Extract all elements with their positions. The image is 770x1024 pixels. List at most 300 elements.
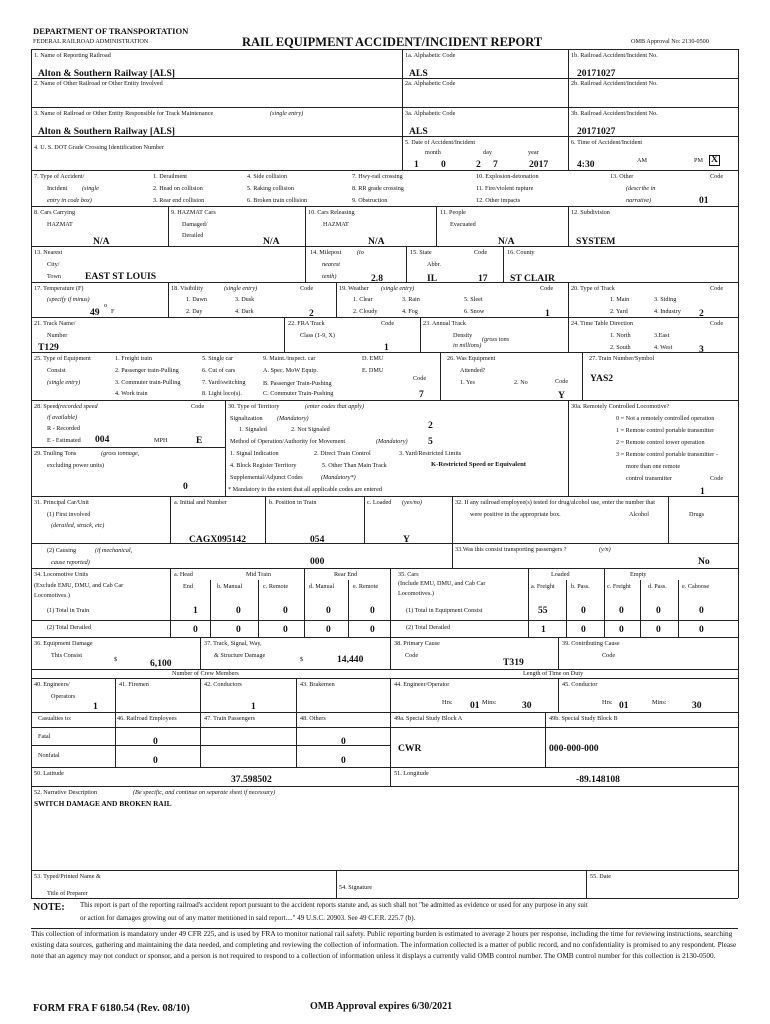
field-13-town: Town (47, 273, 62, 280)
a-freight-label: a. Freight (531, 583, 555, 590)
dir-south: 2. South (610, 344, 631, 351)
loco-total-mid-manual[interactable]: 0 (236, 605, 241, 616)
month-digit-2[interactable]: 0 (441, 159, 446, 170)
method-dtc: 2. Direct Train Control (314, 450, 371, 457)
field-17-value[interactable]: 49 (90, 307, 100, 318)
field-25-consist: Consist (47, 367, 66, 374)
field-45-mins[interactable]: 30 (692, 700, 702, 711)
burden-statement: This collection of information is mandatory under 49 CFR 225, and is used by FRA to monitor national rail safety. Public reporting burden is estimated to average 2 hours per response, including the time for reviewing instructions, searching existing data sources, gathering and maintaining the data needed, and completing and reviewing the collection of information. The information collected is a matter of public record, and no confidentiality is promised to any respondent. Please note that an agency may not conduct or sponsor, and a person is not required to respond to a collection of information unless it displays a currently valid OMB control number. The OMB control number for this collection is 2130-0500. (31, 929, 737, 960)
field-18-code-label: Code (300, 285, 314, 292)
empty-label: Empty (630, 571, 647, 578)
field-3-value[interactable]: Alton & Southern Railway [ALS] (38, 126, 175, 137)
cars-total-loaded-pass[interactable]: 0 (581, 605, 586, 616)
cars-derailed-label: (2) Total Derailed (406, 624, 451, 631)
day-label: day (483, 149, 492, 156)
field-33-value[interactable]: No (698, 556, 710, 567)
field-20-code-label: Code (710, 285, 724, 292)
method-label: Method of Operation/Authority for Movement (230, 438, 346, 445)
note-line-2: or action for damages growing out of any matter mentioned in said report...." 49 U.S.C. 20903. See 49 C.F.R. 225.7 (b). (80, 914, 416, 922)
attended-yes: 1. Yes (460, 379, 475, 386)
field-49b-label: 49b. Special Study Block B (549, 715, 618, 722)
field-44-hrs-label: Hrs: (442, 699, 453, 706)
cars-der-loaded-freight[interactable]: 1 (541, 624, 546, 635)
field-14-nearest: nearest (322, 261, 340, 268)
method-other: 5. Other Than Main Track (322, 462, 387, 469)
track-siding: 3. Siding (654, 296, 677, 303)
signalization-value[interactable]: 2 (428, 420, 433, 431)
degree-mark: o (104, 302, 108, 309)
field-19-value[interactable]: 1 (545, 308, 550, 319)
wx-sleet: 5. Sleet (464, 296, 483, 303)
field-51-value[interactable]: -89.148108 (576, 774, 620, 785)
field-38-label: 38. Primary Cause (394, 640, 440, 647)
loco-total-label: (1) Total in Train (47, 607, 90, 614)
field-33-label: 33.Was this consist transporting passengers ? (455, 546, 567, 553)
supplemental-label: Supplemental/Adjunct Codes (230, 474, 303, 481)
speed-recorded: R - Recorded (47, 425, 80, 432)
equip-work: 4. Work train (115, 390, 148, 397)
field-43-label: 43. Brakemen (300, 681, 335, 688)
method-restricted: K-Restricted Speed or Equivalent (431, 461, 526, 468)
loaded-label: Loaded (551, 571, 570, 578)
loco-der-rear-manual[interactable]: 0 (326, 624, 331, 635)
field-31c-yesno: (yes/no) (402, 499, 422, 506)
field-28-value[interactable]: 004 (95, 434, 110, 445)
option-rr-grade: 8. RR grade crossing (352, 185, 404, 192)
nonfatal-employees[interactable]: 0 (153, 755, 158, 766)
field-31c-value[interactable]: Y (403, 534, 410, 545)
field-11-value[interactable]: N/A (498, 236, 515, 247)
fatal-employees[interactable]: 0 (153, 736, 158, 747)
field-9-damaged: Damaged/ (182, 221, 208, 228)
equip-maint: 9. Maint./inspect. car (263, 355, 316, 362)
field-22-label: 22. FRA Track (288, 320, 325, 327)
rc-option-2: 2 = Remote control tower operation (616, 439, 705, 446)
field-5-label: 5. Date of Accident/Incident (405, 139, 476, 146)
rc-option-0: 0 = Not a remotely controlled operation (616, 415, 715, 422)
loco-der-head[interactable]: 0 (193, 624, 198, 635)
field-45-hrs[interactable]: 01 (619, 700, 629, 711)
year-value[interactable]: 2017 (529, 159, 549, 170)
field-7-single: (single (82, 185, 99, 192)
field-6-label: 6. Time of Accident/Incident (571, 139, 643, 146)
method-value[interactable]: 5 (428, 436, 433, 447)
casualties-label: Casualties to: (38, 715, 72, 722)
sig-not-signaled: 2. Not Signaled (291, 426, 330, 433)
field-31a-label: a. Initial and Number (174, 499, 227, 506)
form-title: RAIL EQUIPMENT ACCIDENT/INCIDENT REPORT (242, 35, 543, 49)
equip-commuter: 3. Commuter train-Pulling (115, 379, 181, 386)
fatal-passengers[interactable]: 0 (341, 736, 346, 747)
signalization-label: Signalization (230, 415, 263, 422)
track-main: 1. Main (610, 296, 630, 303)
loco-total-rear-remote[interactable]: 0 (370, 605, 375, 616)
field-28-code-value[interactable]: E (196, 435, 203, 446)
field-26-attended: Attended? (460, 367, 486, 374)
crew-members-heading: Number of Crew Members (172, 670, 239, 677)
field-31a-value[interactable]: CAGX095142 (189, 534, 247, 545)
field-49b-value[interactable]: 000-000-000 (549, 743, 599, 754)
field-25-value[interactable]: 7 (419, 389, 424, 400)
field-24-value[interactable]: 3 (699, 344, 704, 355)
field-31-cause-reported: cause reported) (51, 559, 90, 566)
field-31c-label: c. Loaded (367, 499, 392, 506)
field-27-value[interactable]: YAS2 (590, 373, 614, 384)
field-15-code-value[interactable]: 17 (478, 273, 488, 284)
time-on-duty-heading: Length of Time on Duty (523, 670, 584, 677)
field-20-value[interactable]: 2 (699, 308, 704, 319)
wx-rain: 3. Rain (402, 296, 420, 303)
loco-derailed-label: (2) Total Derailed (47, 624, 92, 631)
field-36-dollar: $ (114, 656, 118, 663)
field-40-value[interactable]: 1 (93, 701, 98, 712)
dir-north: 1. North (610, 332, 631, 339)
loco-der-mid-remote[interactable]: 0 (283, 624, 288, 635)
field-44-hrs[interactable]: 01 (470, 700, 480, 711)
pm-check-mark: X (711, 154, 718, 165)
loco-total-rear-manual[interactable]: 0 (326, 605, 331, 616)
field-1a-value[interactable]: ALS (409, 68, 428, 79)
nonfatal-passengers[interactable]: 0 (341, 755, 346, 766)
mandatory-note: * Mandatory to the extent that all applicable codes are entered (228, 486, 382, 493)
field-14-label: 14. Milepost (310, 249, 342, 256)
field-1-label: 1. Name of Reporting Railroad (34, 52, 111, 59)
field-31-label: 31. Principal Car/Unit (34, 499, 89, 506)
field-23-gross: (gross tons (482, 336, 510, 343)
field-38-code-label: Code (405, 652, 419, 659)
mid-train-label: Mid Train (246, 571, 271, 578)
track-yard: 2. Yard (610, 308, 628, 315)
field-37-dollar: $ (300, 656, 304, 663)
field-9-label: 9. HAZMAT Cars (171, 209, 216, 216)
field-53-label: 53. Typed/Printed Name & (34, 873, 101, 880)
cars-total-empty-pass[interactable]: 0 (656, 605, 661, 616)
field-32-drugs: Drugs (689, 511, 705, 518)
dir-east: 3.East (654, 332, 670, 339)
field-23-label: 23. Annual Track (423, 320, 466, 327)
cars-der-caboose[interactable]: 0 (699, 624, 704, 635)
field-30a-code-label: Code (710, 475, 724, 482)
field-7-incident: Incident (47, 185, 68, 192)
field-44-mins[interactable]: 30 (522, 700, 532, 711)
c-freight-label: c. Freight (607, 583, 631, 590)
field-44-mins-label: Mins: (482, 699, 497, 706)
fatal-label: Fatal (38, 733, 51, 740)
field-40-operators: Operators (51, 693, 76, 700)
note-heading: NOTE: (33, 902, 65, 913)
option-other-narrative: narrative) (626, 197, 652, 204)
field-19-code-label: Code (540, 285, 554, 292)
month-digit-1[interactable]: 1 (414, 159, 419, 170)
cars-der-loaded-pass[interactable]: 0 (581, 624, 586, 635)
field-52-label: 52. Narrative Description (34, 789, 98, 796)
admin-name: FEDERAL RAILROAD ADMINISTRATION (33, 38, 149, 45)
field-15-value[interactable]: IL (427, 273, 438, 284)
loco-total-head[interactable]: 1 (193, 605, 198, 616)
time-value[interactable]: 4:30 (577, 159, 595, 170)
field-2-label: 2. Name of Other Railroad or Other Entity Involved (34, 80, 163, 87)
note-line-1: This report is part of the reporting railroad's accident report pursuant to the accident reports statute and, as such shall not "be admitted as evidence or used for any purpose in any suit (80, 901, 588, 909)
field-31-derailed: (derailed, struck, etc) (51, 522, 105, 529)
field-50-value[interactable]: 37.598502 (231, 774, 272, 785)
field-18-label: 18. Visibility (171, 285, 204, 292)
field-1b-value[interactable]: 20171027 (577, 68, 616, 79)
field-53-title: Title of Preparer (47, 890, 88, 897)
narrative-text[interactable]: SWITCH DAMAGE AND BROKEN RAIL (34, 799, 172, 808)
field-25-single: (single entry) (47, 379, 81, 386)
loco-der-rear-remote[interactable]: 0 (370, 624, 375, 635)
day-digit-1[interactable]: 2 (476, 159, 481, 170)
month-label: month (425, 149, 441, 156)
equip-pass-push: B. Passenger Train-Pushing (263, 380, 332, 387)
equip-light-loco: 8. Light loco(s). (202, 390, 242, 397)
field-21-number: Number (47, 332, 68, 339)
field-3b-value[interactable]: 20171027 (577, 126, 616, 137)
field-7-label: 7. Type of Accident/ (34, 173, 85, 180)
field-26-value[interactable]: Y (558, 390, 565, 401)
field-18-value[interactable]: 2 (309, 308, 314, 319)
field-14-tenth: tenth) (322, 273, 337, 280)
loco-der-mid-manual[interactable]: 0 (236, 624, 241, 635)
field-3-single: (single entry) (270, 110, 304, 117)
field-2a-label: 2a. Alphabetic Code (405, 80, 456, 87)
field-32-alcohol: Alcohol (629, 511, 649, 518)
attended-no: 2. No (514, 379, 528, 386)
cars-der-empty-pass[interactable]: 0 (656, 624, 661, 635)
wx-cloudy: 2. Cloudy (353, 308, 378, 315)
field-1a-label: 1a. Alphabetic Code (405, 52, 456, 59)
option-head-on: 2. Head on collision (153, 185, 203, 192)
d-pass-label: d. Pass. (648, 583, 667, 590)
field-11-evacuated: Evacuated (450, 221, 476, 228)
c-remote-label: c. Remote (263, 583, 289, 590)
field-54-label: 54. Signature (339, 884, 372, 891)
field-28-label: 28. Speed (34, 403, 59, 410)
b-manual-label: b. Manual (217, 583, 243, 590)
field-24-label: 24. Time Table Direction (571, 320, 634, 327)
field-12-value[interactable]: SYSTEM (576, 236, 616, 247)
field-22-code-label: Code (381, 320, 395, 327)
field-29-value[interactable]: 0 (183, 481, 188, 492)
field-31-first: (1) First involved (47, 511, 91, 518)
field-13-label: 13. Nearest (34, 249, 63, 256)
field-14-value[interactable]: 2.8 (371, 273, 383, 284)
option-explosion: 10. Explosion-detonation (476, 173, 539, 180)
supplemental-mandatory: (Mandatory*) (321, 474, 356, 481)
field-3a-label: 3a. Alphabetic Code (405, 110, 456, 117)
method-block: 4. Block Register Territory (230, 462, 297, 469)
equip-comm-push: C. Commuter Train-Pushing (263, 390, 334, 397)
field-22-value[interactable]: 1 (384, 342, 389, 353)
field-46-label: 46. Railroad Employees (117, 715, 177, 722)
field-22-class: Class (1-9, X) (300, 332, 335, 339)
field-9-value[interactable]: N/A (263, 236, 280, 247)
field-49a-value[interactable]: CWR (398, 743, 422, 754)
cars-total-label: (1) Total in Equipment Consist (406, 607, 483, 614)
field-8-value[interactable]: N/A (93, 236, 110, 247)
field-48-label: 48. Others (300, 715, 326, 722)
field-8-hazmat: HAZMAT (47, 221, 73, 228)
field-21-value[interactable]: T129 (38, 342, 59, 353)
vis-dawn: 1. Dawn (186, 296, 207, 303)
field-29-label: 29. Trailing Tons (34, 450, 77, 457)
rc-option-3b: more than one remote (626, 463, 681, 470)
vis-dusk: 3. Dusk (235, 296, 255, 303)
method-mandatory: (Mandatory) (376, 438, 408, 445)
field-3-label: 3. Name of Railroad or Other Entity Responsible for Track Maintenance (34, 110, 214, 117)
field-21-label: 21. Track Name/ (34, 320, 76, 327)
field-49a-label: 49a. Special Study Block A (394, 715, 463, 722)
pm-label: PM (694, 157, 703, 164)
cars-total-loaded-freight[interactable]: 55 (538, 605, 548, 616)
field-29-excluding: excluding power units) (47, 462, 105, 469)
field-55-label: 55. Date (590, 873, 611, 880)
field-1b-label: 1b. Railroad Accident/Incident No. (571, 52, 658, 59)
form-number: FORM FRA F 6180.54 (Rev. 08/10) (33, 1003, 190, 1014)
field-36-consist: This Consist (51, 652, 83, 659)
field-29-gross: (gross tonnage, (101, 450, 140, 457)
option-derailment: 1. Derailment (153, 173, 188, 180)
field-50-label: 50. Latitude (34, 770, 64, 777)
wx-snow: 6. Snow (464, 308, 485, 315)
field-18-single: (single entry) (224, 285, 258, 292)
field-34-locos: Locomotives.) (34, 592, 70, 599)
field-35-locos: Locomotives.) (398, 590, 434, 597)
field-23-millions: in millions) (453, 342, 482, 349)
field-16-label: 16. County (507, 249, 535, 256)
field-10-value[interactable]: N/A (368, 236, 385, 247)
method-yard: 3. Yard/Restricted Limits (399, 450, 462, 457)
option-other-describe: (describe in (626, 185, 656, 192)
equip-dmu: E. DMU (362, 367, 384, 374)
vis-day: 2. Day (186, 308, 203, 315)
field-1-value[interactable]: Alton & Southern Railway [ALS] (38, 68, 175, 79)
equip-single-car: 5. Single car (202, 355, 234, 362)
b-pass-label: b. Pass. (571, 583, 590, 590)
mph-label: MPH (154, 437, 168, 444)
field-24-code-label: Code (710, 320, 724, 327)
field-7-code-value[interactable]: 01 (699, 195, 709, 206)
field-52-hint: (Be specific, and continue on separate sheet if necessary) (133, 789, 276, 796)
field-13-value[interactable]: EAST ST LOUIS (85, 271, 157, 282)
field-9-derailed: Derailed (182, 232, 204, 239)
field-42-label: 42. Conductors (204, 681, 242, 688)
field-28-available: if available) (47, 414, 78, 421)
field-3a-value[interactable]: ALS (409, 126, 428, 137)
option-other: 13. Other (610, 173, 634, 180)
field-19-single: (single entry) (381, 285, 415, 292)
loco-total-mid-remote[interactable]: 0 (283, 605, 288, 616)
field-10-hazmat: HAZMAT (323, 221, 349, 228)
field-17-label: 17. Temperature (F) (34, 285, 84, 292)
field-25-code-label: Code (413, 375, 427, 382)
vis-dark: 4. Dark (235, 308, 254, 315)
field-10-label: 10. Cars Releasing (308, 209, 355, 216)
d-manual-label: d. Manual (309, 583, 335, 590)
field-30a-value[interactable]: 1 (700, 486, 705, 497)
head-label: a. Head (174, 571, 193, 578)
field-37-structure: & Structure Damage (214, 652, 266, 659)
sig-signaled: 1. Signaled (239, 426, 267, 433)
field-35-label: 35. Cars (398, 571, 419, 578)
field-17-minus: (specify if minus) (47, 296, 90, 303)
equip-emu: D. EMU (362, 355, 384, 362)
field-14-to: (to (357, 249, 364, 256)
omb-number: OMB Approval No: 2130-0500 (631, 38, 709, 45)
option-broken-train: 6. Broken train collision (247, 197, 308, 204)
field-40-label: 40. Engineers/ (34, 681, 70, 688)
rc-option-3: 3 = Remote control portable transmitter - (616, 451, 718, 458)
cars-der-empty-freight[interactable]: 0 (619, 624, 624, 635)
equip-yard: 7. Yard/switching (202, 379, 246, 386)
field-39-label: 39. Contributing Cause (562, 640, 620, 647)
field-37-label: 37. Track, Signal, Way, (204, 640, 262, 647)
field-36-value[interactable]: 6,100 (150, 658, 172, 669)
field-44-label: 44. Engineer/Operator (394, 681, 450, 688)
dir-west: 4. West (654, 344, 673, 351)
option-obstruction: 9. Obstruction (352, 197, 388, 204)
field-15-abbr: Abbr. (427, 261, 441, 268)
field-8-label: 8. Cars Carrying (34, 209, 76, 216)
equip-mow: A. Spec. MoW Equip. (263, 367, 318, 374)
field-45-label: 45. Conductor (562, 681, 598, 688)
field-45-mins-label: Mins: (652, 699, 667, 706)
field-30a-label: 30a. Remotely Controlled Locomotive? (571, 403, 670, 410)
track-industry: 4. Industry (654, 308, 681, 315)
field-37-value[interactable]: 14,440 (337, 654, 364, 665)
e-remote-label: e. Remote (353, 583, 379, 590)
day-digit-2[interactable]: 7 (493, 159, 498, 170)
field-15-label: 15. State (410, 249, 432, 256)
field-26-label: 26. Was Equipment (447, 355, 496, 362)
field-27-label: 27. Train Number/Symbol (589, 355, 655, 362)
field-31-causing-position[interactable]: 000 (310, 556, 325, 567)
field-34-exclude: (Exclude EMU, DMU, and Cab Car (34, 582, 124, 589)
wx-clear: 1. Clear (353, 296, 373, 303)
field-42-value[interactable]: 1 (251, 701, 256, 712)
field-15-code-label: Code (474, 249, 488, 256)
field-32-label: 32. If any railroad employee(s) tested for drug/alcohol use, enter the number that (455, 499, 655, 506)
field-11-label: 11. People (440, 209, 466, 216)
field-35-include: (Include EMU, DMU, and Cab Car (398, 580, 486, 587)
field-28-recorded: (recorded speed (58, 403, 98, 410)
fahrenheit-label: F (111, 308, 115, 315)
field-38-value[interactable]: T319 (503, 657, 524, 668)
field-31-mechanical: (if mechanical, (95, 547, 133, 554)
field-7-code-label: Code (710, 173, 724, 180)
option-hwy-rail: 7. Hwy-rail crossing (352, 173, 403, 180)
method-signal: 1. Signal Indication (230, 450, 279, 457)
e-caboose-label: e. Caboose (682, 583, 710, 590)
field-41-label: 41. Firemen (119, 681, 149, 688)
field-34-label: 34. Locomotive Units (34, 571, 89, 578)
field-19-label: 19. Weather (339, 285, 369, 292)
rc-option-3c: control transmitter (626, 475, 672, 482)
field-12-label: 12. Subdivision (571, 209, 610, 216)
field-16-value[interactable]: ST CLAIR (510, 273, 555, 284)
omb-expiration: OMB Approval expires 6/30/2021 (310, 1001, 453, 1012)
field-4-label: 4. U. S. DOT Grade Crossing Identification Number (34, 144, 164, 151)
equip-cut: 6. Cut of cars (202, 367, 236, 374)
option-side: 4. Side collision (247, 173, 288, 180)
cars-total-caboose[interactable]: 0 (699, 605, 704, 616)
option-fire: 11. Fire/violent rupture (476, 185, 534, 192)
field-30-label: 30. Type of Territory (228, 403, 280, 410)
head-end-label: End (183, 583, 193, 590)
field-31b-value[interactable]: 054 (310, 534, 325, 545)
cars-total-empty-freight[interactable]: 0 (619, 605, 624, 616)
equip-passenger: 2. Passenger train-Pulling (115, 367, 179, 374)
